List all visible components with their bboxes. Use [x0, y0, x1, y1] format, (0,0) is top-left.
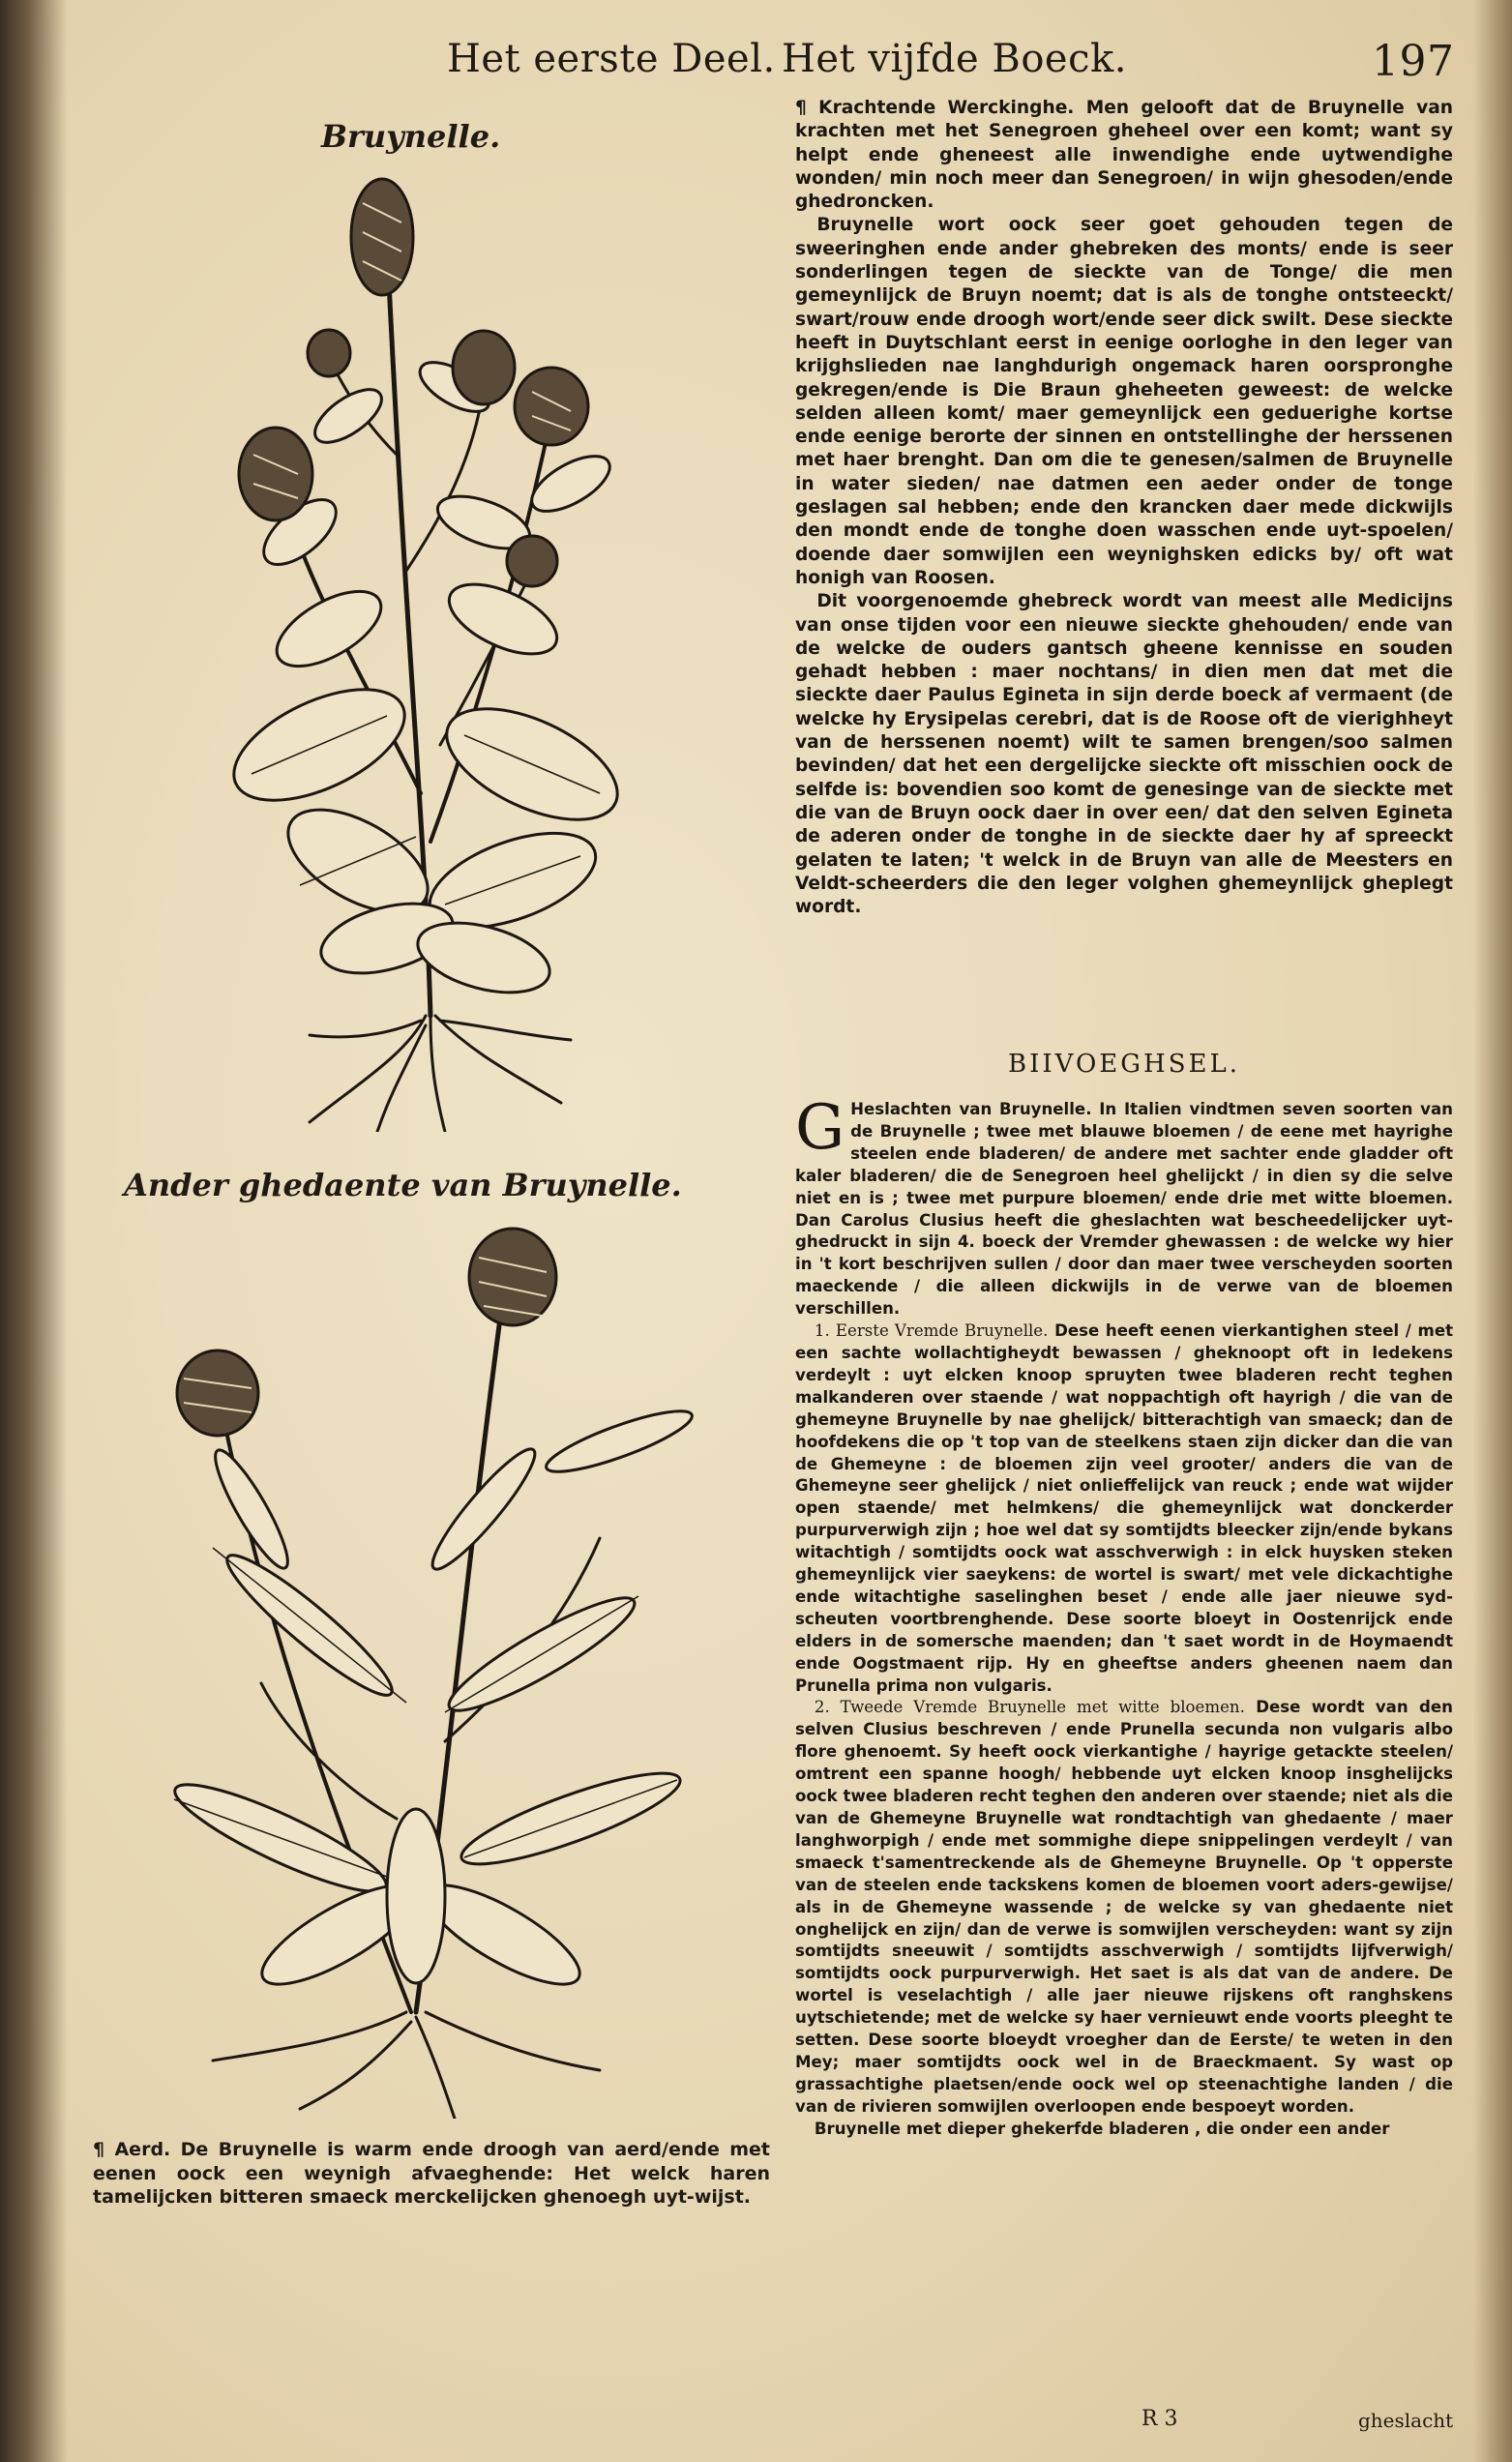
item-2-title: 2. Tweede Vremde Bruynelle met witte bloemen. [814, 1698, 1245, 1717]
page-edge-shadow [1473, 0, 1512, 2462]
kracht-paragraph-3: Dit voorgenoemde ghebreck wordt van meest alle Medicijns van onse tijden voor een nieuwe sieckte ghehouden/ ende van de welcke de ouders gantsch gheene kennisse en souden gehadt hebben : maer nochtans/ in dien men dat met die sieckte daer Paulus Egineta in sijn derde boeck af vermaent (de welcke hy Erysipelas cerebri, dat is de Roose oft de vierighheyt van de herssenen noemt) wilt te samen brengen/soo salmen bevinden/ dat het een dergelijcke sieckte oft misschien oock de selfde is: bovendien soo komt de genesinge van de sieckte met die van de Bruyn oock daer in over een/ dat den selven Egineta de aderen onder de tonghe in de sieckte daer hy af spreeckt gelaten te laten; 't welck in de Bruyn van alle de Meesters en Veldt-scheerders die den leger volghen ghemeynlijck gheplegt wordt. [795, 591, 1453, 918]
item-2-text: Dese wordt van den selven Clusius beschreven / ende Prunella secunda non vulgaris albo flore ghenoemt. Sy heeft oock vierkantighe / hayrige getackte steelen/ omtrent een spanne hoogh/ hebbende uyt elcken knoop insghelijcks oock twee bladeren recht teghen den anderen over staende; niet als die van de Ghemeyne Bruynelle wat rondtachtigh van ghedaente / maer langhworpigh / ende met sommighe diepe snippelingen verdeylt / van smaeck t'samentreckende als de Ghemeyne Bruynelle. Op 't opperste van de steelen ende tackskens komen de bloemen voort aders-gewijse/ als in de Ghemeyne wassende ; de welcke sy van ghedaente niet onghelijck en zijn/ dan de verwe is somwijlen verscheyden: want sy zijn somtijdts sneeuwit / somtijdts asschverwigh / somtijdts lijfverwigh/ somtijdts oock purpurverwigh. Het saet is als dat van de andere. De wortel is veselachtigh / alle jaer nieuwe rijskens oft ranghskens uytschietende; met de welcke sy haer vernieuwt ende voorts pleeght te setten. Dese soorte bloeydt vroegher dan de Eerste/ te weten in den Mey; maer somtijdts oock wel in de Braeckmaent. Sy wast op grassachtighe plaetsen/ende oock wel op steenachtighe landen / die van de rivieren somwijlen overloopen ende bespoeyt worden. [795, 1698, 1454, 2116]
plate-caption-bruynelle: Bruynelle. [321, 118, 501, 155]
section-aerd: ¶ Aerd. De Bruynelle is warm ende droogh van aerd/ende met eenen oock een weynigh afvaeghende: Het welck haren tamelijcken bitteren smaeck merckelijcken ghenoegh uyt-wijst. [93, 2139, 770, 2208]
bijvoegsel-item-1 [795, 1320, 1453, 1697]
section-bijvoegsel [795, 1092, 1454, 2141]
bijvoegsel-item-2 [795, 1697, 1453, 2118]
running-head-right: Het vijfde Boeck. [782, 37, 1127, 81]
signature-mark: R 3 [1141, 2407, 1178, 2431]
running-head-left: Het eerste Deel. [447, 37, 776, 81]
woodcut-bruynelle-illustration [164, 164, 706, 1132]
plate-caption-ander-ghedaente: Ander ghedaente van Bruynelle. [124, 1167, 682, 1203]
bijvoegsel-intro-text: Heslachten van Bruynelle. In Italien vindtmen seven soorten van de Bruynelle ; twee met blauwe bloemen / de eene met hayrighe steelen ende bladeren/ de andere met sachter ende gladder oft kaler bladeren/ die de Senegroen heel ghelijckt / in dien sy die selve niet en is ; twee met purpure bloemen/ ende drie met witte bloemen. Dan Carolus Clusius heeft die gheslachten wat bescheedelijcker uyt-ghedruckt in sijn 4. boeck der Vremder ghewassen : de welcke wy hier in 't kort beschrijven sullen / door dan maer twee verscheyden soorten maeckende / die alleen dickwijls in de verwe van de bloemen verschillen. [795, 1100, 1453, 1319]
woodcut-ander-bruynelle-illustration [155, 1219, 755, 2119]
section-heading-bijvoegsel: BIIVOEGHSEL. [1007, 1050, 1241, 1079]
drop-cap-letter: G [795, 1092, 845, 1164]
page-number: 197 [1372, 37, 1455, 86]
kracht-paragraph-2: Bruynelle wort oock seer goet gehouden tegen de sweeringhen ende ander ghebreken des monts/ ende is seer sonderlingen tegen de sieckte van de Tonge/ die men gemeynlijck de Bruyn noemt; dat is als de tonghe ontsteeckt/ swart/rouw ende droogh wort/ende seer dick swilt. Dese sieckte heeft in Duytschlant eerst in eenige oorloghe in den leger van krijghslieden nae langhdurigh ongemack haren oorspronghe gekregen/ende is Die Braun gheheeten geweest: de welcke selden alleen komt/ maer gemeynlijck een geduerighe kortse ende eenige berorte der sinnen en ontstellinghe der herssenen met haer brenght. Dan om die te genesen/salmen de Bruynelle in water sieden/ nae datmen een aeder onder de tonge geslagen sal hebben; ende den krancken daer mede dickwijls den mondt ende de tonghe doen wasschen ende uyt-spoelen/ doende daer somwijlen een weynighsken edicks by/ oft wat honigh van Roosen. [795, 215, 1453, 588]
item-1-title: 1. Eerste Vremde Bruynelle. [814, 1321, 1049, 1341]
kracht-paragraph-1: ¶ Krachtende Werckinghe. Men gelooft dat de Bruynelle van krachten met het Senegroen gheheel over een komt; want sy helpt ende gheneest alle inwendighe ende uytwendighe wonden/ min noch meer dan Senegroen/ in wijn ghesoden/ende ghedroncken. [795, 98, 1453, 213]
bijvoegsel-intro-paragraph [795, 1092, 1453, 1320]
item-1-text: Dese heeft eenen vierkantighen steel / met een sachte wollachtigheydt bewassen / gheknoopt oft in ledekens verdeylt : uyt elcken knoop spruyten twee bladeren recht teghen malkanderen over staende / wat noppachtigh oft hayrigh / die van de ghemeyne Bruynelle by nae ghelijck/ bitterachtigh van smaeck; dan de hoofdekens die op 't top van de steelkens staen zijn dicker dan die van de Ghemeyne : de bloemen zijn veel grooter/ anders die van de Ghemeyne seer ghelijck / niet onlieffelijck van reuck ; ende wat wijder open staende/ met helmkens/ die ghemeynlijck wat donckerder purpurverwigh zijn ; hoe wel dat sy somtijdts bleecker zijn/ende bykans witachtigh / somtijdts oock wat asschverwigh : in elck huysken steken ghemeynlijck vier saeykens: de wortel is swart/ met vele dickachtighe ende witachtighe saselinghen beset / ende alle jaer nieuwe syd-scheuten voortbrenghende. Dese soorte bloeyt in Oostenrijck ende elders in de somersche maenden; dan 't saet wordt in de Hoymaendt ende Oogstmaent rijp. Hy en gheeftse anders gheenen naem dan Prunella prima non vulgaris. [795, 1321, 1454, 1695]
bijvoegsel-item-3-start: Bruynelle met dieper ghekerfde bladeren , die onder een ander [814, 2119, 1390, 2138]
section-krachtende-werckinghe [795, 97, 1453, 919]
catchword: gheslacht [1358, 2409, 1454, 2432]
page-gutter-shadow [0, 0, 68, 2462]
